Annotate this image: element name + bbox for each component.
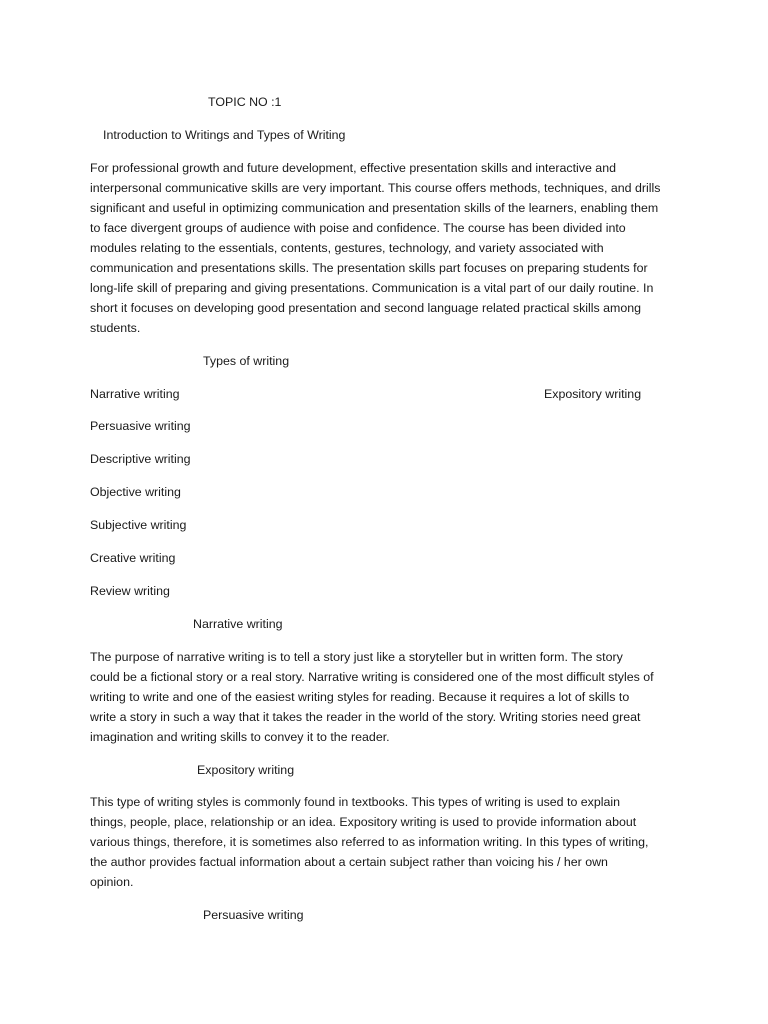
- persuasive-heading: Persuasive writing: [203, 908, 304, 922]
- type-item-persuasive: Persuasive writing: [90, 419, 191, 433]
- intro-line: communication and presentations skills. The presentation skills part focuses on preparing students for: [90, 261, 648, 275]
- narrative-line: imagination and writing skills to convey it to the reader.: [90, 730, 390, 744]
- intro-paragraph: [90, 158, 680, 338]
- document-subtitle: Introduction to Writings and Types of Writing: [103, 128, 346, 142]
- narrative-line: The purpose of narrative writing is to tell a story just like a storyteller but in written form. The story: [90, 650, 623, 664]
- intro-line: For professional growth and future development, effective presentation skills and interactive and: [90, 161, 616, 175]
- intro-line: interpersonal communicative skills are very important. This course offers methods, techniques, and drills: [90, 181, 661, 195]
- expository-line: the author provides factual information about a certain subject rather than voicing his / her own: [90, 855, 608, 869]
- narrative-line: could be a fictional story or a real story. Narrative writing is considered one of the most difficult styles of: [90, 670, 654, 684]
- narrative-line: writing to write and one of the easiest writing styles for reading. Because it requires a lot of skills to: [90, 690, 630, 704]
- topic-number: TOPIC NO :1: [208, 95, 282, 109]
- type-item-expository: Expository writing: [544, 387, 642, 401]
- expository-paragraph: [90, 792, 680, 892]
- expository-line: opinion.: [90, 875, 134, 889]
- narrative-paragraph: [90, 647, 680, 747]
- intro-line: to face divergent groups of audience with poise and confidence. The course has been divided into: [90, 221, 626, 235]
- intro-line: long-life skill of preparing and giving presentations. Communication is a vital part of our daily routine. In: [90, 281, 654, 295]
- type-item-narrative: Narrative writing: [90, 387, 180, 401]
- types-heading: Types of writing: [203, 354, 290, 368]
- intro-line: students.: [90, 321, 141, 335]
- intro-line: significant and useful in optimizing communication and presentation skills of the learners, enabling them: [90, 201, 659, 215]
- type-item-review: Review writing: [90, 584, 170, 598]
- expository-line: This type of writing styles is commonly found in textbooks. This types of writing is used to explain: [90, 795, 621, 809]
- expository-line: various things, therefore, it is sometimes also referred to as information writing. In this types of writing,: [90, 835, 649, 849]
- type-item-creative: Creative writing: [90, 551, 176, 565]
- type-item-subjective: Subjective writing: [90, 518, 187, 532]
- intro-line: modules relating to the essentials, contents, gestures, technology, and variety associated with: [90, 241, 604, 255]
- expository-line: things, people, place, relationship or an idea. Expository writing is used to provide information about: [90, 815, 637, 829]
- expository-heading: Expository writing: [197, 763, 295, 777]
- type-item-objective: Objective writing: [90, 485, 181, 499]
- narrative-heading: Narrative writing: [193, 617, 283, 631]
- type-item-descriptive: Descriptive writing: [90, 452, 191, 466]
- narrative-line: write a story in such a way that it takes the reader in the world of the story. Writing stories need great: [90, 710, 641, 724]
- intro-line: short it focuses on developing good presentation and second language related practical skills among: [90, 301, 642, 315]
